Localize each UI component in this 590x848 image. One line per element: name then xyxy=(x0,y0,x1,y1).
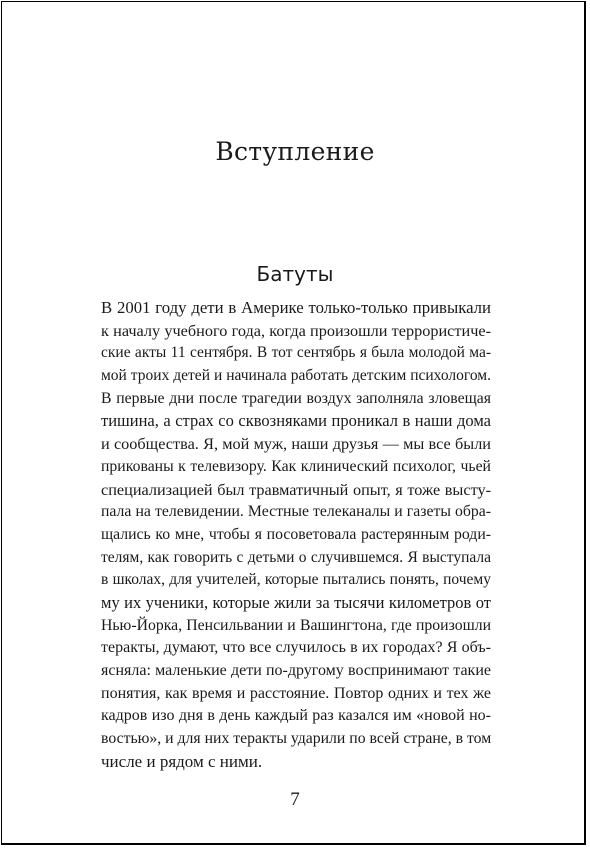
body-line: В первые дни после трагедии воздух заполняла зловещая xyxy=(101,389,491,407)
page-number: 7 xyxy=(290,789,300,810)
body-line: В 2001 году дети в Америке только-только привыкали xyxy=(101,298,491,317)
body-line: и сообщества. Я, мой муж, наши друзья — мы все были xyxy=(101,435,491,454)
body-line: кадров изо дня в день каждый раз казался им «новой но- xyxy=(101,707,491,725)
body-line: телям, как говорить с детьми о случившемся. Я выступала xyxy=(101,548,491,566)
body-line: Нью-Йорка, Пенсильвании и Вашингтона, где произошли xyxy=(101,616,491,634)
body-line: к началу учебного года, когда произошли террористиче- xyxy=(101,321,491,340)
body-line: пала на телевидении. Местные телеканалы и газеты обра- xyxy=(101,503,491,521)
body-line: ские акты 11 сентября. В тот сентябрь я была молодой ма- xyxy=(101,344,491,362)
body-line: ясняла: маленькие дети по-другому воспринимают такие xyxy=(101,662,491,679)
body-line: понятия, как время и расстояние. Повтор одних и тех же xyxy=(101,684,491,702)
body-line: прикованы к телевизору. Как клинический психолог, чьей xyxy=(101,457,491,475)
body-line: му их ученики, которые жили за тысячи километров от xyxy=(101,592,491,612)
body-line: тишина, а страх со сквозняками проникал в наши дома xyxy=(101,411,491,431)
body-line: щались ко мне, чтобы я посоветовала растерянным роди- xyxy=(101,525,491,543)
body-line: числе и рядом с ними. xyxy=(101,751,263,771)
body-line: в школах, для учителей, которые пытались понять, почему xyxy=(101,571,491,589)
chapter-title: Вступление xyxy=(215,137,375,166)
body-line: востью», и для них теракты ударили по всей стране, в том xyxy=(101,730,492,748)
body-line: теракты, думают, что все случилось в их городах? Я объ- xyxy=(101,639,491,657)
body-line: мой троих детей и начинала работать детским психологом. xyxy=(101,367,491,385)
section-title: Батуты xyxy=(256,262,334,286)
body-line: специализацией был травматичный опыт, я тоже высту- xyxy=(101,480,491,499)
body-paragraph xyxy=(101,297,491,773)
